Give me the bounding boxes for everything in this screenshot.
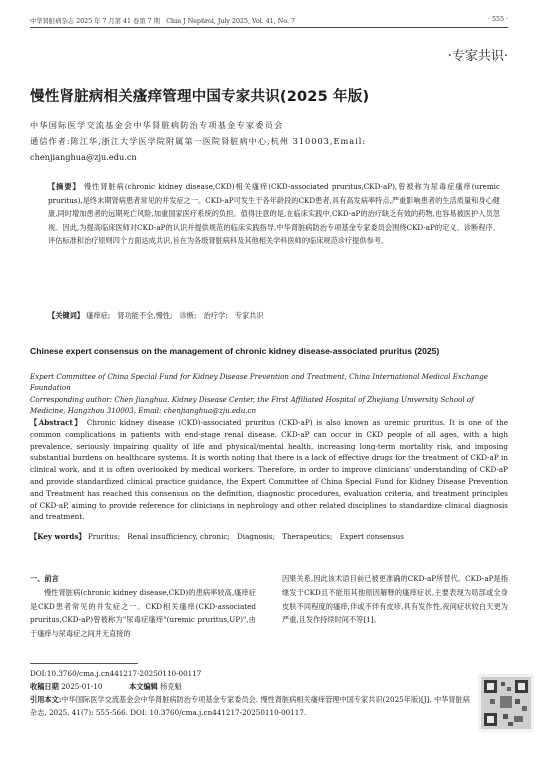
keywords-cn-text: 瘙痒症; 肾功能不全,慢性; 诊断; 治疗学; 专家共识 <box>86 311 264 320</box>
abstract-cn-label: 【摘要】 <box>48 182 81 191</box>
abstract-cn <box>48 180 500 248</box>
keywords-en-label: 【Key words】 <box>30 532 86 541</box>
citation-block <box>30 694 470 720</box>
running-head: 中华肾脏病杂志 2025 年 7 月第 41 卷第 7 期 Chin J Nephrol, July 2025, Vol. 41, No. 7 <box>30 18 296 25</box>
citation-label: 引用本文: <box>30 695 62 704</box>
citation-text: 中华国际医学交流基金会中华肾脏病防治专项基金专家委员会. 慢性肾脏病相关瘙痒管理中国专家共识(2025年版)[J]. 中华肾脏病杂志, 2025, 41(7): 555-566. DOI: 10.3760/cma.j.cn441217-20250110-00117. <box>30 695 470 717</box>
received-label: 收稿日期 <box>30 682 59 691</box>
page-number: · 555 · <box>487 16 508 23</box>
keywords-en-text: Pruritus; Renal insufficiency, chronic; Diagnosis; Therapeutics; Expert consensus <box>87 532 404 541</box>
keywords-cn-label: 【关键词】 <box>48 311 84 320</box>
section-heading: 一、前言 <box>30 574 59 583</box>
received-line <box>30 681 470 694</box>
doi-text[interactable]: DOI:10.3760/cma.j.cn441217-20250110-00117 <box>30 669 202 678</box>
header-rule <box>30 27 508 28</box>
doi-line <box>30 668 470 681</box>
body-column-right <box>282 572 508 627</box>
author-en: Expert Committee of China Special Fund for Kidney Disease Prevention and Treatment, China International Medical Exchange Foundation <box>30 372 488 393</box>
editor-label: 本文编辑 <box>129 682 158 691</box>
corresponding-author-cn: 通信作者:陈江华,浙江大学医学院附属第一医院肾脏病中心,杭州 310003,Email: <box>30 136 367 146</box>
qr-code-graphic <box>478 674 534 732</box>
email-link[interactable]: chenjianghua@zju.edu.cn <box>30 152 137 162</box>
column-label: ·专家共识· <box>447 49 508 64</box>
abstract-cn-text: 慢性肾脏病(chronic kidney disease,CKD)相关瘙痒(CKD-associated pruritus,CKD-aP),曾被称为尿毒症瘙痒(uremic pruritus),是终末期肾病患者常见的并发症之一。CKD-aP可发生于各年龄段的CKD患者,具有高发病率特点,严重影响患者的生活质量和身心健康,同时增加患者的远期死亡风险,加重国家医疗系统的负担。值得注意的是,在临床实践中,CKD-aP的治疗缺乏有效的药物,也容易被医护人员忽视。因此,为提高临床医师对CKD-aP的认识并提供规范的临床实践指导,中华肾脏病防治专项基金专家委员会围绕CKD-aP的定义、诊断程序、评估标准和治疗原则四个方面达成共识,旨在为各级肾脏病科及其他相关学科医师的临床规范诊疗提供参考。 <box>48 182 500 246</box>
qr-code-image <box>478 674 534 732</box>
abstract-en-label: 【Abstract】 <box>30 418 84 427</box>
abstract-en-text: Chronic kidney disease (CKD)-associated pruritus (CKD-aP) is also known as uremic pruritus. It is one of the common complications in patients with end-stage renal disease. CKD-aP can occur in CKD people of all ages, with a high prevalence, seriously impairing quality of life and physical/mental health, increasing long-term mortality risk, and imposing substantial burdens on healthcare systems. It is worth noting that there is a lack of effective drugs for the treatment of CKD-aP in clinical work, and it is often overlooked by medical workers. Therefore, in order to improve clinicians' understanding of CKD-aP and provide standardized clinical practice guidance, the Expert Committee of China Special Fund for Kidney Disease Prevention and Treatment has reached this consensus on the definition, diagnostic procedures, evaluation criteria, and treatment principles of CKD-aP, aiming to provide reference for clinicians in nephrology and other related disciplines to standardize clinical diagnosis and treatment. <box>30 418 508 522</box>
corresponding-author-en: Corresponding author: Chen Jianghua, Kidney Disease Center, the First Affiliated Hospital of Zhejiang University School of Medicine, Hangzhou 310003, Email: chenjianghua@zju.edu.cn <box>30 395 474 416</box>
editor-name: 杨克魁 <box>160 682 182 691</box>
footer-rule <box>30 663 138 664</box>
body-column-left <box>30 572 256 641</box>
body-text-right: 因果关系,因此该术语目前已被更准确的CKD-aP所替代。CKD-aP是指继发于CKD且不能用其他原因解释的瘙痒症状,主要表现为局部或全身皮肤不同程度的瘙痒,伴或不伴有皮疹,具有发作性,夜间症状较白天更为严重,且发作持续时间不等[1]。 <box>282 574 508 625</box>
body-text-left: 慢性肾脏病(chronic kidney disease,CKD)的患病率较高,瘙痒症是CKD患者常见的并发症之一。CKD相关瘙痒(CKD-associated pruritus,CKD-aP)曾被称为"尿毒症瘙痒"(uremic pruritus,UP)",由于瘙痒与尿毒症之间并无直接的 <box>30 587 256 639</box>
keywords-cn <box>48 309 500 323</box>
title-cn: 慢性肾脏病相关瘙痒管理中国专家共识(2025 年版) <box>30 89 370 105</box>
author-cn: 中华国际医学交流基金会中华肾脏病防治专项基金专家委员会 <box>30 120 284 130</box>
title-en: Chinese expert consensus on the management of chronic kidney disease-associated pruritus (2025) <box>30 346 440 356</box>
received-date: 2025-01-10 <box>61 682 103 691</box>
abstract-en <box>30 417 508 523</box>
keywords-en <box>30 531 508 543</box>
